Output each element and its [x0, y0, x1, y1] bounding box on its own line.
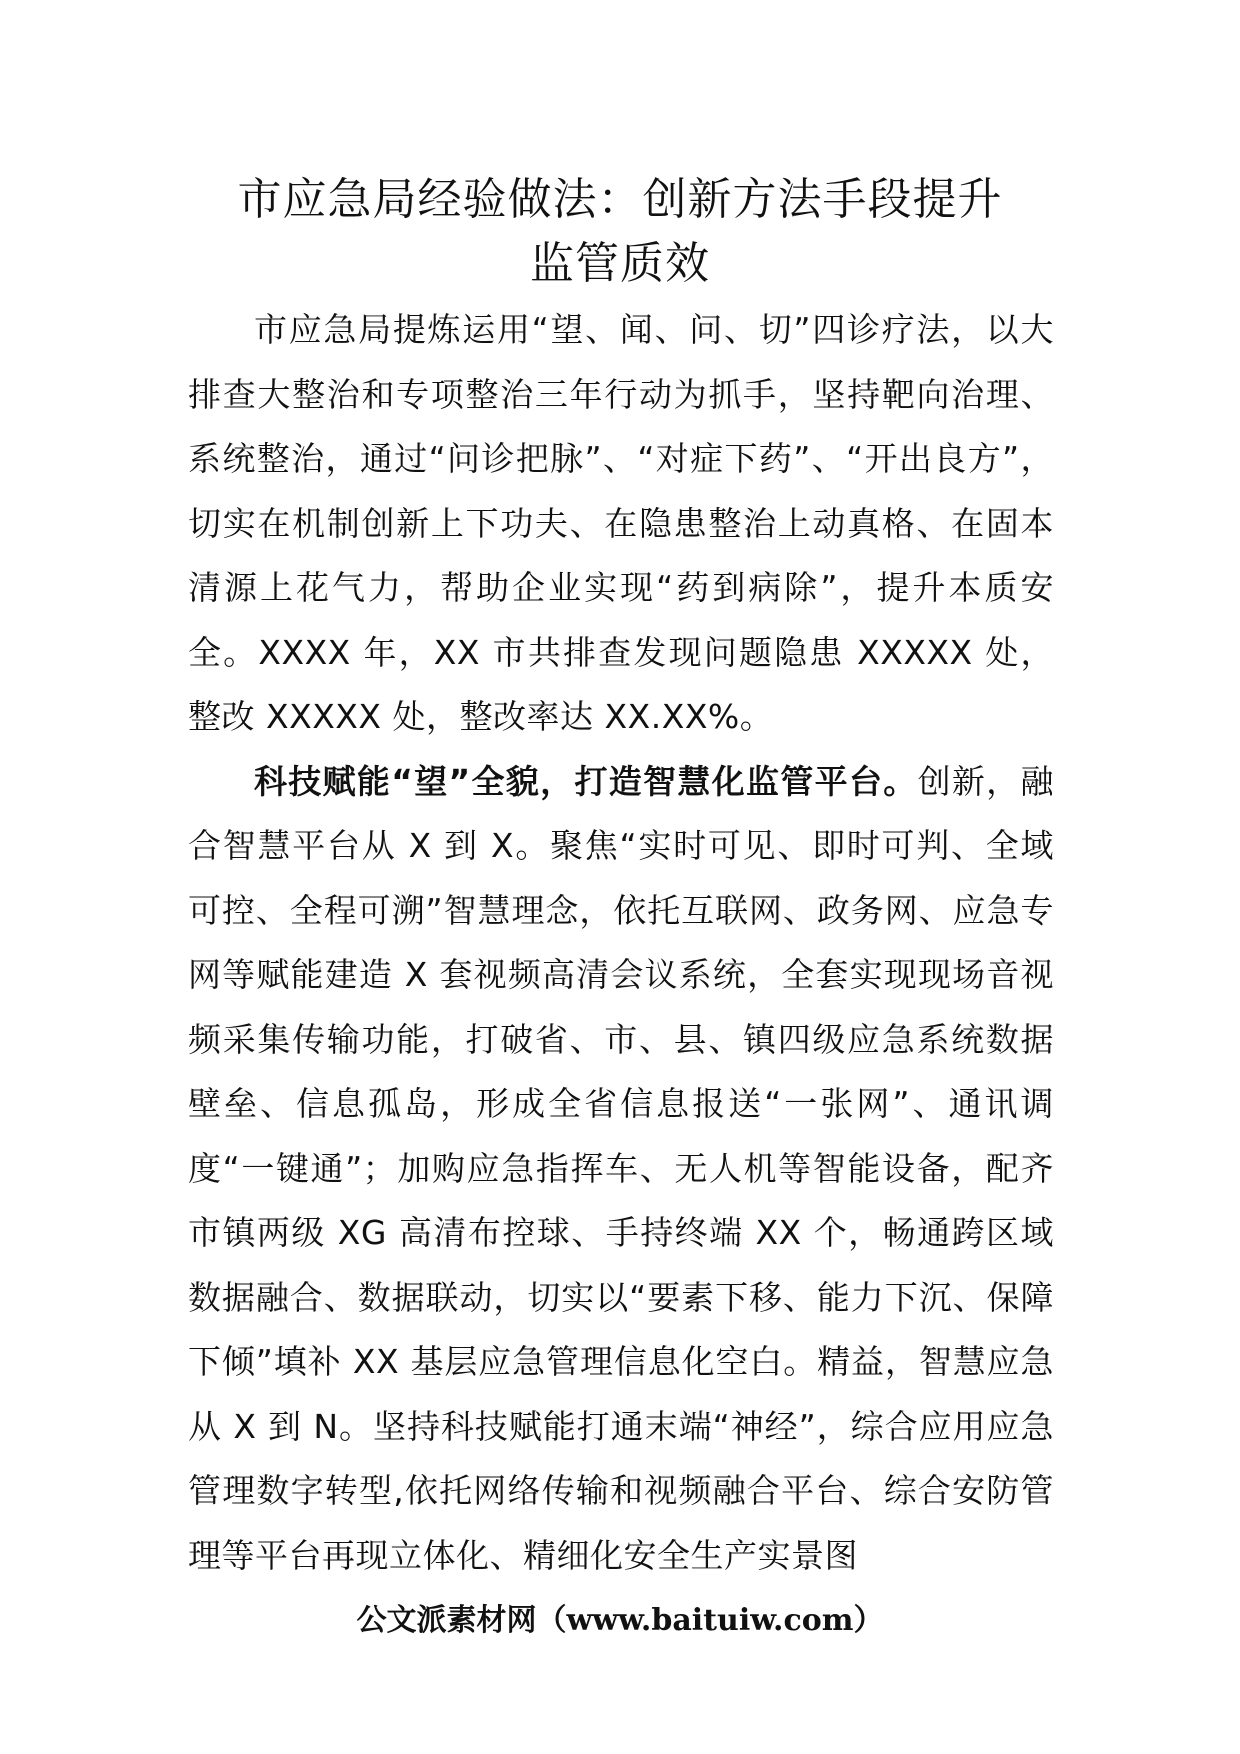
paragraph-tech — [188, 750, 1054, 1589]
title-line-1: 市应急局经验做法：创新方法手段提升 — [237, 174, 1003, 225]
paragraph-tech-body: 创新，融合智慧平台从 X 到 X。聚焦“实时可见、即时可判、全域可控、全程可溯”智慧理念，依托互联网、政务网、应急专网等赋能建造 X 套视频高清会议系统，全套实现现场音视频采集传输功能，打破省、市、县、镇四级应急系统数据壁垒、信息孤岛，形成全省信息报送“一张网”、通讯调度“一键通”；加购应急指挥车、无人机等智能设备，配齐市镇两级 XG 高清布控球、手持终端 XX 个，畅通跨区域数据融合、数据联动，切实以“要素下移、能力下沉、保障下倾”填补 XX 基层应急管理信息化空白。精益，智慧应急从 X 到 N。坚持科技赋能打通末端“神经”，综合应用应急管理数字转型,依托网络传输和视频融合平台、综合安防管理等平台再现立体化、精细化安全生产实景图 — [188, 761, 1054, 1575]
document-body — [188, 298, 1054, 1588]
source-footer: 公文派素材网（www.baituiw.com） — [356, 1603, 884, 1638]
paragraph-tech-lead: 科技赋能“望”全貌，打造智慧化监管平台。 — [254, 761, 918, 801]
title-line-2: 监管质效 — [530, 238, 710, 289]
paragraph-intro: 市应急局提炼运用“望、闻、问、切”四诊疗法，以大排查大整治和专项整治三年行动为抓手，坚持靶向治理、系统整治，通过“问诊把脉”、“对症下药”、“开出良方”，切实在机制创新上下功夫、在隐患整治上动真格、在固本清源上花气力，帮助企业实现“药到病除”，提升本质安全。XXXX 年，XX 市共排查发现问题隐患 XXXXX 处，整改 XXXXX 处，整改率达 XX.XX%。 — [188, 310, 1054, 736]
document-title — [190, 168, 1050, 296]
